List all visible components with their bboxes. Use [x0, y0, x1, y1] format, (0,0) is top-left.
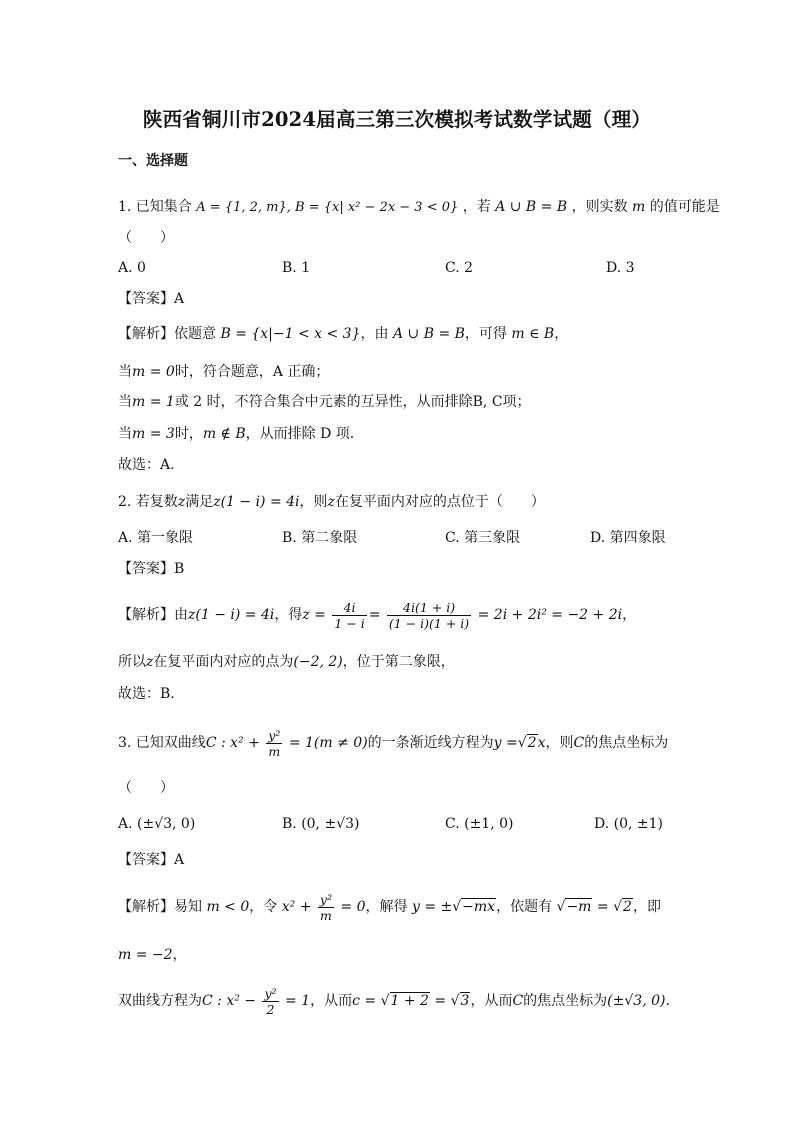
- q1-text: ，从而排除 D 项.: [245, 426, 355, 442]
- q3-text: ，令: [249, 899, 278, 915]
- q1-text: 当: [118, 394, 132, 410]
- q1-text: 当: [118, 426, 132, 442]
- q3-analysis-line1: 【解析】易知 m < 0，令 x² + $\frac{\text{y²}}{m}$ = 0，解得 y = ±√−mx，依题有 √−m = √2，即: [118, 891, 661, 923]
- q1-math: B = {x|−1 < x < 3}: [220, 326, 361, 342]
- q3-math: C : x² +: [205, 735, 260, 751]
- q3-math: = 1: [285, 993, 311, 1009]
- q2-analysis-line2: [118, 652, 455, 672]
- q1-sets: A = {1, 2, m}, B = {x| x² − 2x − 3 < 0}: [196, 200, 459, 215]
- q1-stem-d: 的值可能是: [649, 199, 720, 215]
- q3-text: 的焦点坐标为: [523, 993, 608, 1009]
- q1-text: 当: [118, 364, 132, 380]
- q1-math: m ∈ B: [511, 326, 555, 342]
- q3-option-c: C. (±1, 0): [445, 816, 514, 832]
- q1-option-a: A. 0: [118, 260, 146, 276]
- q1-text: 时，符合题意，A 正确；: [174, 364, 330, 380]
- q1-math: m = 1: [132, 394, 175, 410]
- q3-text: ，则: [545, 735, 574, 751]
- q3-fraction: $\frac{\text{y²}}{m}$: [268, 727, 281, 759]
- q2-text: 由: [174, 607, 188, 623]
- q3-math: y = ±: [411, 899, 453, 915]
- q1-text: ，可得: [464, 326, 507, 342]
- q3-sqrt: 3: [460, 993, 470, 1009]
- q3-text: ，从而: [310, 993, 353, 1009]
- q3-hyperbola-fraction: $\frac{\text{y²}}{2}$: [264, 985, 277, 1017]
- q3-math: = 1(m ≠ 0): [288, 735, 368, 751]
- q2-option-d: D. 第四象限: [590, 530, 666, 546]
- q2-equation: z(1 − i) = 4i: [213, 494, 300, 510]
- q2-math: z(1 − i) = 4i: [188, 607, 275, 623]
- q2-fraction-1: $\frac{4i}{1 - i}$: [334, 599, 365, 631]
- q2-text: ，得: [274, 607, 303, 623]
- q1-option-b: B. 1: [282, 260, 311, 276]
- q3-text: 3. 已知双曲线: [118, 735, 206, 751]
- q2-conclusion: 故选：B.: [118, 686, 175, 702]
- q2-analysis-label: 【解析】: [118, 607, 174, 623]
- q2-option-a: A. 第一象限: [118, 530, 194, 546]
- q1-stem-b: ，若: [462, 199, 491, 215]
- q3-math: =: [596, 899, 609, 915]
- q1-analysis-line2: [118, 362, 329, 382]
- q2-math: = 2i + 2i² = −2 + 2i: [477, 607, 623, 623]
- q2-text: ，位于第二象限，: [342, 654, 455, 670]
- q3-paren: （ ）: [118, 780, 174, 796]
- q1-text: 依题意: [174, 326, 216, 342]
- q2-text: 在复平面内对应的点为: [153, 654, 294, 670]
- q1-conclusion: 故选：A.: [118, 457, 175, 473]
- q3-math: = 0: [340, 899, 366, 915]
- section-heading: 一、选择题: [118, 153, 188, 169]
- q2-answer: 【答案】B: [118, 561, 185, 577]
- q2-var: z: [146, 654, 154, 670]
- q1-text: ，: [554, 326, 569, 342]
- q3-stem: 3. 已知双曲线C : x² + $\frac{\text{y²}}{m}$ = 1(m ≠ 0)的一条渐近线方程为y =√2x，则C的焦点坐标为: [118, 727, 669, 759]
- q3-option-b: B. (0, ±√3): [282, 816, 360, 832]
- q3-answer: 【答案】A: [118, 852, 185, 868]
- q2-point: (−2, 2): [293, 654, 343, 670]
- q3-text: ，依题有: [496, 899, 553, 915]
- q2-stem: [118, 492, 545, 512]
- q1-math: m = 0: [132, 364, 175, 380]
- q3-text: 易知: [174, 899, 202, 915]
- q3-text: ，即: [632, 899, 661, 915]
- q2-text: 所以: [118, 654, 146, 670]
- q3-option-a: A. (±√3, 0): [118, 816, 196, 832]
- q3-text: 双曲线方程为: [118, 993, 202, 1009]
- q3-math: C : x² −: [202, 993, 257, 1009]
- q1-var: m: [632, 199, 646, 215]
- q1-analysis-line3: [118, 392, 531, 412]
- q3-analysis-line2: [118, 945, 187, 965]
- q1-analysis-label: 【解析】: [118, 326, 174, 342]
- q3-analysis-line3: 双曲线方程为C : x² − $\frac{\text{y²}}{2}$ = 1，从而c = √1 + 2 = √3，从而C的焦点坐标为(±√3, 0).: [118, 985, 670, 1017]
- q1-option-c: C. 2: [445, 260, 474, 276]
- q2-text: 在复平面内对应的点位于（ ）: [334, 494, 545, 510]
- q1-math: m ∉ B: [202, 426, 246, 442]
- q3-sqrt: 2: [623, 899, 632, 915]
- q2-var: z: [177, 494, 186, 510]
- q2-option-b: B. 第二象限: [282, 530, 358, 546]
- q1-stem-a: 1. 已知集合: [118, 199, 192, 215]
- q3-math: (±√3, 0).: [607, 993, 670, 1009]
- q1-condition: A ∪ B = B: [495, 199, 568, 215]
- q2-option-c: C. 第三象限: [445, 530, 521, 546]
- q2-fraction-2: $\frac{4i(1 + i)}{(1 - i)(1 + i)}$: [388, 599, 470, 631]
- q3-option-d: D. (0, ±1): [594, 816, 663, 832]
- q2-text: ，: [622, 607, 637, 623]
- q3-math: x² +: [281, 899, 312, 915]
- q1-paren: （ ）: [118, 230, 174, 246]
- q1-analysis-line1: [118, 324, 568, 344]
- q1-option-d: D. 3: [606, 260, 635, 276]
- q1-text: ，由: [360, 326, 389, 342]
- q1-math: A ∪ B = B: [392, 326, 465, 342]
- q3-sqrt: −m: [566, 899, 592, 915]
- q1-text: 或 2 时，不符合集合中元素的互异性，从而排除B, C项；: [174, 394, 531, 410]
- q3-text: 的焦点坐标为: [584, 735, 669, 751]
- q3-math: x: [537, 735, 546, 751]
- q1-answer: 【答案】A: [118, 291, 185, 307]
- q3-math: m < 0: [206, 899, 250, 915]
- q3-math: =: [434, 993, 447, 1009]
- q2-text: 2. 若复数: [118, 494, 178, 510]
- q3-sqrt: 1 + 2: [390, 993, 429, 1009]
- q3-sqrt: −mx: [462, 899, 496, 915]
- q3-math: C: [512, 993, 524, 1009]
- q2-math: z =: [302, 607, 326, 623]
- q3-text: ，从而: [470, 993, 513, 1009]
- q3-text: ，解得: [365, 899, 408, 915]
- q3-text: 的一条渐近线方程为: [367, 735, 494, 751]
- q1-text: 时，: [174, 426, 203, 442]
- page-title: 陕西省铜川市2024届高三第三次模拟考试数学试题（理）: [142, 108, 652, 131]
- q1-analysis-line4: [118, 424, 354, 444]
- q3-math: m = −2: [118, 947, 173, 963]
- q2-text: ，则: [299, 494, 328, 510]
- q2-text: 满足: [185, 494, 214, 510]
- q3-math: C: [573, 735, 585, 751]
- q2-analysis-line1: 【解析】由z(1 − i) = 4i，得z = $\frac{4i}{1 - i}$ = $\frac{4i(1 + i)}{(1 - i)(1 + i)}$ = 2i + 2i² = −2 + 2i，: [118, 599, 637, 631]
- q3-sqrt: 2: [527, 735, 537, 751]
- q2-var: z: [327, 494, 335, 510]
- q1-math: m = 3: [132, 426, 175, 442]
- q3-analysis-label: 【解析】: [118, 899, 174, 915]
- q3-math: y =: [493, 735, 518, 751]
- q3-analysis-fraction: $\frac{\text{y²}}{m}$: [319, 891, 332, 923]
- q1-stem: [118, 197, 720, 218]
- q1-stem-c: ，则实数: [571, 199, 628, 215]
- q3-math: c =: [352, 993, 377, 1009]
- q3-text: ，: [172, 947, 187, 963]
